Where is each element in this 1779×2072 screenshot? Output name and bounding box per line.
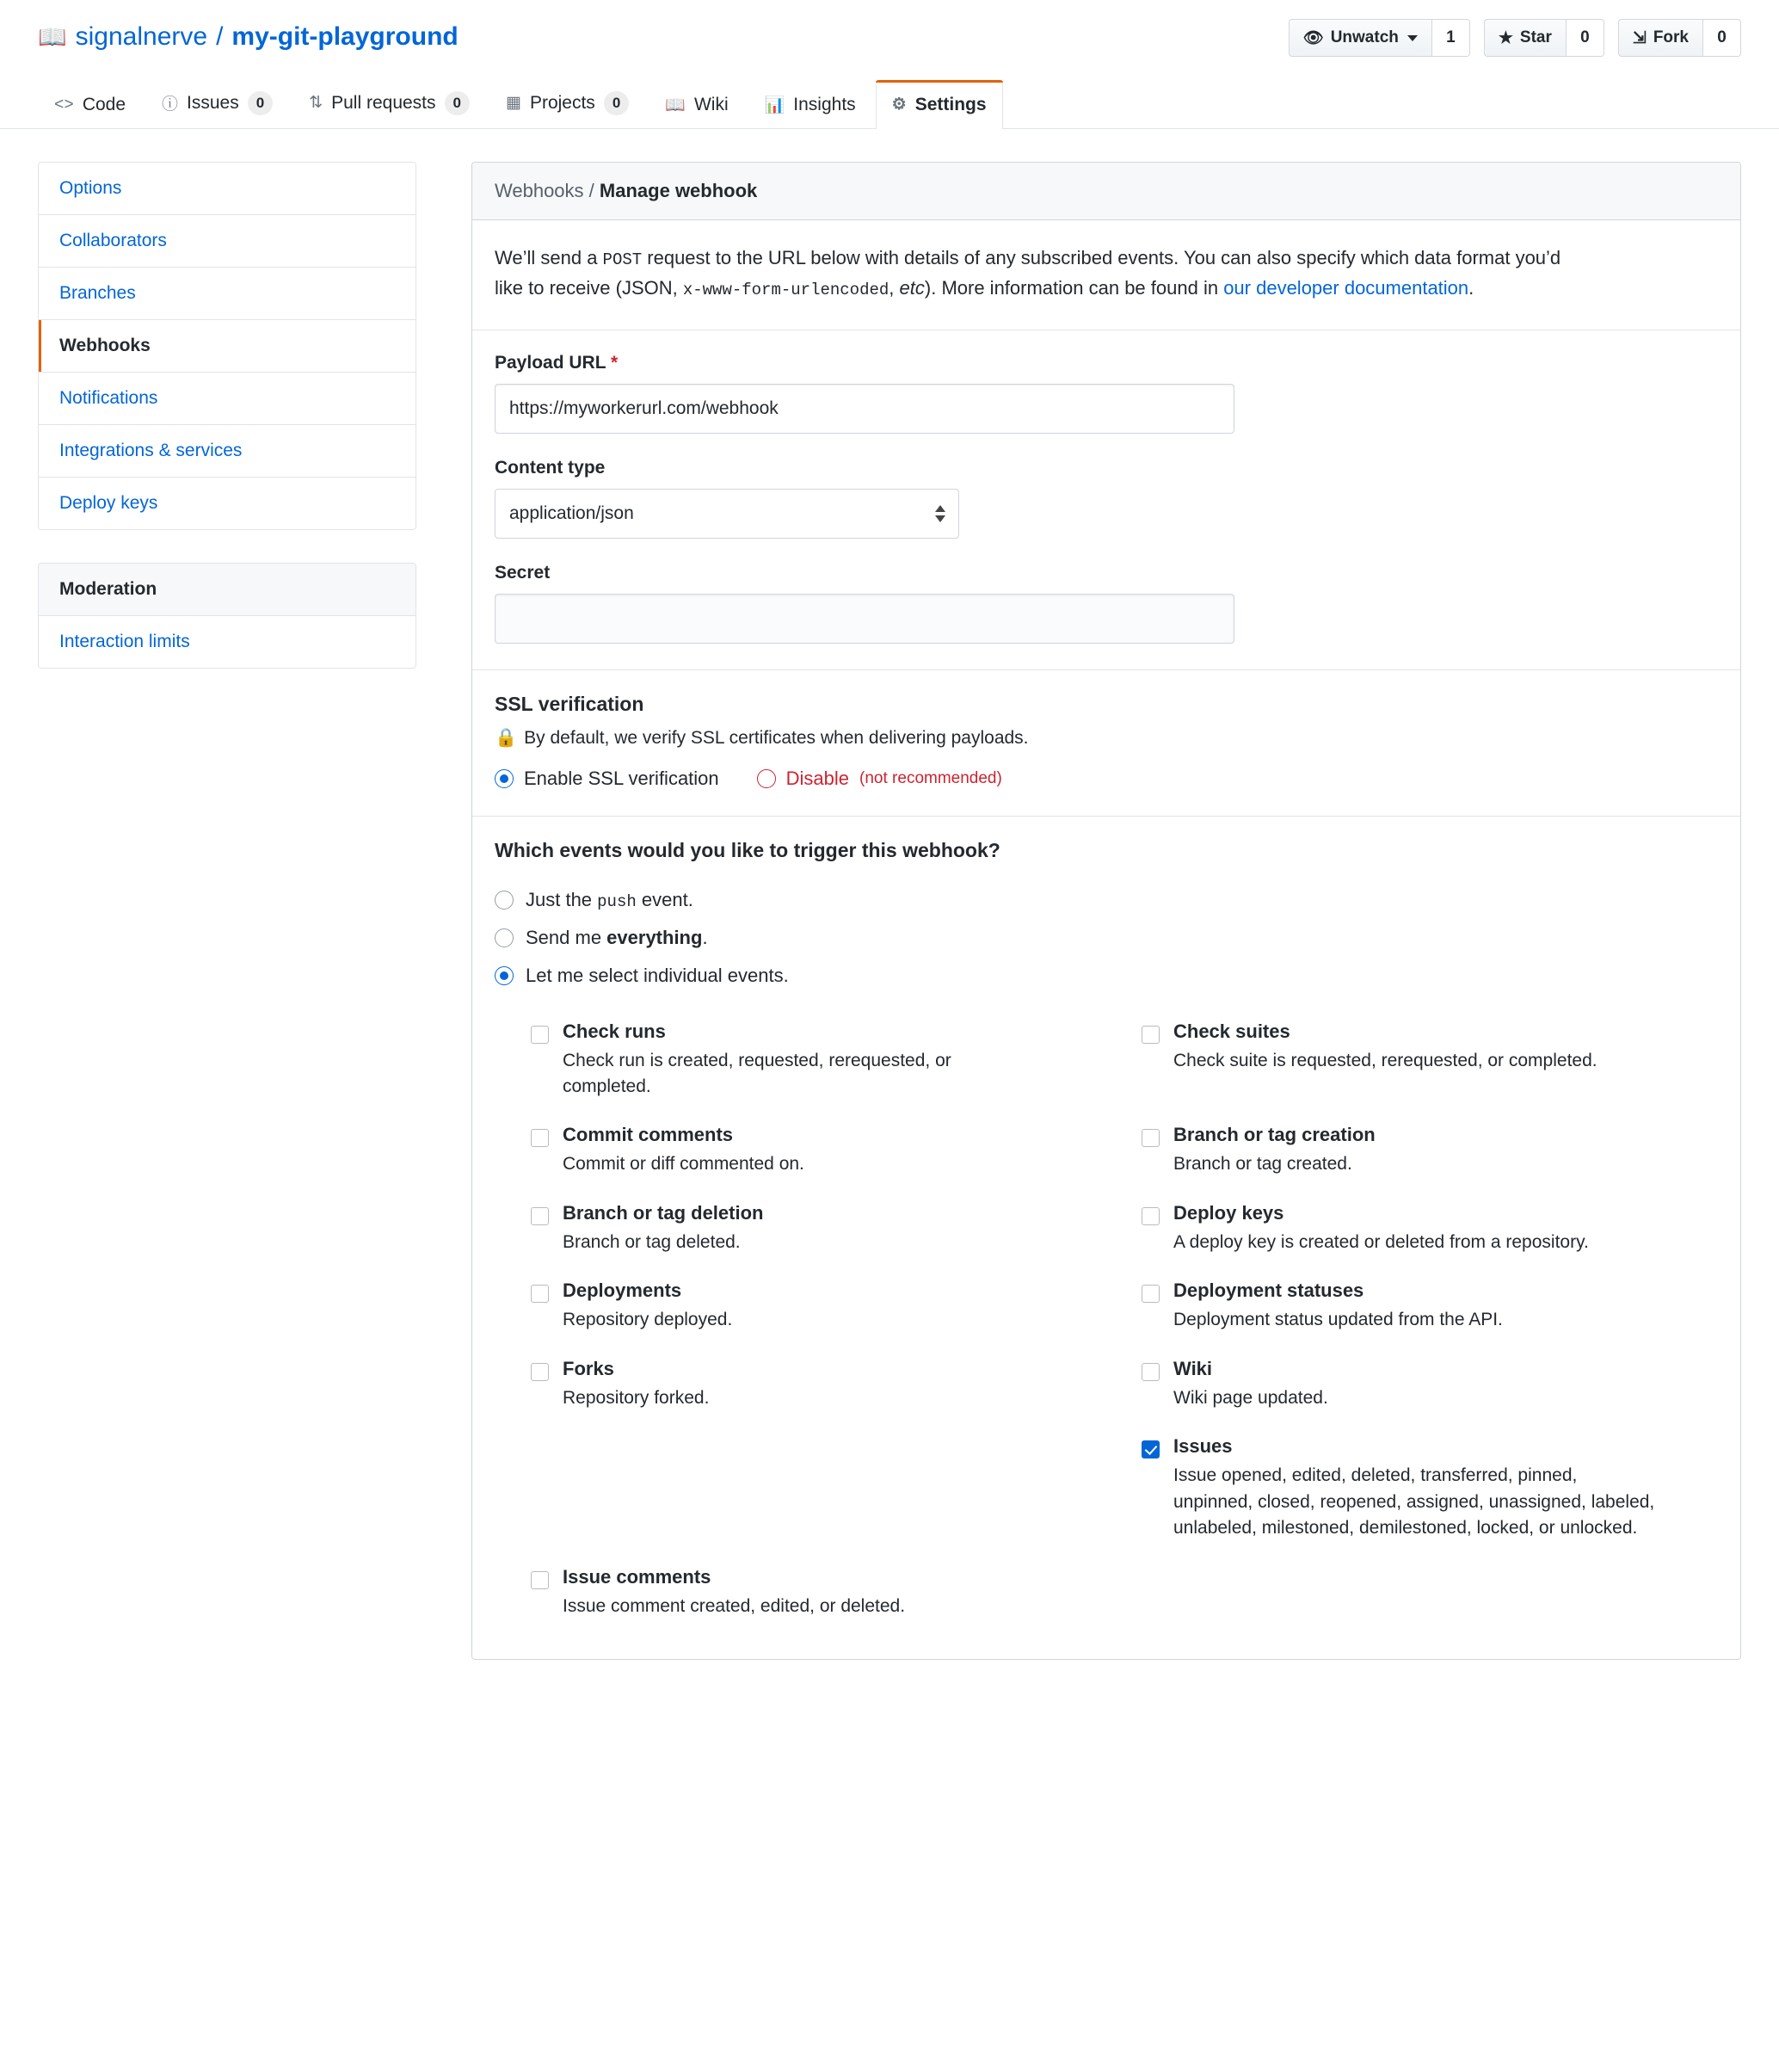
tab-projects-label: Projects bbox=[529, 92, 595, 113]
intro-part-4: ). More information can be found in bbox=[924, 277, 1224, 299]
event-branch-tag-deletion[interactable] bbox=[531, 1192, 1107, 1269]
event-deploy-keys-name: Deploy keys bbox=[1173, 1201, 1284, 1224]
event-deploy-keys-checkbox[interactable] bbox=[1142, 1207, 1160, 1225]
event-issue-comments-name: Issue comments bbox=[563, 1565, 711, 1588]
fork-button-group bbox=[1618, 19, 1741, 57]
tab-insights[interactable] bbox=[748, 80, 872, 129]
sidebar-item-collaborators[interactable]: Collaborators bbox=[39, 215, 416, 268]
breadcrumb-webhooks-link[interactable]: Webhooks bbox=[495, 179, 584, 201]
events-push-label: Just the push event. bbox=[526, 888, 693, 911]
ssl-note bbox=[495, 728, 1718, 749]
individual-events-grid bbox=[495, 1010, 1718, 1633]
events-option-individual[interactable] bbox=[495, 957, 1718, 995]
repo-actions bbox=[1289, 19, 1741, 57]
main-content bbox=[471, 162, 1741, 1660]
event-issue-comments-desc: Issue comment created, edited, or deleted. bbox=[563, 1595, 906, 1616]
tab-pull-requests[interactable] bbox=[292, 77, 486, 129]
breadcrumb-separator: / bbox=[588, 179, 594, 201]
event-check-runs-desc: Check run is created, requested, rerequested, or completed. bbox=[563, 1050, 951, 1097]
repo-nav-tabs bbox=[0, 76, 1779, 129]
tab-pull-requests-label: Pull requests bbox=[331, 92, 436, 113]
issue-opened-icon: ⓘ bbox=[162, 96, 179, 114]
repo-icon: 📖 bbox=[38, 23, 67, 50]
breadcrumb-current: Manage webhook bbox=[599, 179, 758, 201]
event-wiki-desc: Wiki page updated. bbox=[1173, 1387, 1328, 1408]
ssl-section bbox=[472, 670, 1740, 817]
secret-label: Secret bbox=[495, 562, 551, 583]
sidebar-item-integrations-services[interactable]: Integrations & services bbox=[39, 425, 416, 478]
tab-insights-label: Insights bbox=[793, 94, 856, 114]
events-grid-spacer-2 bbox=[1142, 1556, 1718, 1633]
intro-part-5: . bbox=[1468, 277, 1474, 299]
payload-url-field bbox=[495, 353, 1718, 434]
events-option-everything[interactable] bbox=[495, 919, 1718, 957]
git-pull-request-icon: ⇅ bbox=[309, 94, 323, 113]
ssl-disable-option[interactable] bbox=[757, 768, 1002, 790]
event-forks-name: Forks bbox=[563, 1357, 614, 1379]
event-branch-tag-deletion-checkbox[interactable] bbox=[531, 1207, 549, 1225]
events-question: Which events would you like to trigger this webhook? bbox=[495, 838, 1000, 861]
event-wiki-name: Wiki bbox=[1173, 1357, 1213, 1379]
events-everything-radio[interactable] bbox=[495, 928, 514, 947]
content-type-select-wrap bbox=[495, 489, 959, 539]
unwatch-button[interactable] bbox=[1289, 19, 1432, 57]
ssl-disable-label: Disable bbox=[785, 767, 850, 789]
event-issue-comments-checkbox[interactable] bbox=[531, 1571, 549, 1589]
tab-wiki[interactable] bbox=[649, 80, 744, 129]
sidebar-item-branches[interactable]: Branches bbox=[39, 268, 416, 320]
moderation-menu bbox=[38, 563, 416, 669]
intro-part-3: , bbox=[889, 277, 900, 299]
content-type-label: Content type bbox=[495, 457, 606, 478]
sidebar-item-notifications[interactable]: Notifications bbox=[39, 373, 416, 425]
watch-button-group bbox=[1289, 19, 1470, 57]
tab-wiki-label: Wiki bbox=[693, 94, 729, 114]
code-icon: <> bbox=[54, 95, 74, 114]
unwatch-label: Unwatch bbox=[1330, 28, 1399, 46]
star-icon: ★ bbox=[1498, 28, 1513, 47]
event-branch-tag-creation-checkbox[interactable] bbox=[1142, 1129, 1160, 1147]
payload-url-input[interactable] bbox=[495, 384, 1234, 434]
event-issues[interactable] bbox=[1142, 1425, 1718, 1555]
secret-input[interactable] bbox=[495, 594, 1234, 644]
events-individual-label: Let me select individual events. bbox=[526, 964, 789, 986]
event-check-suites-desc: Check suite is requested, rerequested, or completed. bbox=[1173, 1050, 1597, 1070]
tab-code-label: Code bbox=[82, 94, 126, 114]
event-deployment-statuses-desc: Deployment status updated from the API. bbox=[1173, 1310, 1503, 1330]
tab-issues-label: Issues bbox=[187, 92, 239, 113]
event-commit-comments-checkbox[interactable] bbox=[531, 1129, 549, 1147]
watch-count[interactable]: 1 bbox=[1432, 19, 1470, 57]
webhook-fields-section bbox=[472, 330, 1740, 670]
intro-section bbox=[472, 220, 1740, 330]
gear-icon: ⚙ bbox=[891, 96, 907, 114]
graph-icon: 📊 bbox=[764, 96, 785, 114]
payload-url-label bbox=[495, 353, 1718, 373]
ssl-disable-radio[interactable] bbox=[757, 769, 776, 788]
star-button-group bbox=[1484, 19, 1604, 57]
events-individual-radio[interactable] bbox=[495, 966, 514, 985]
fork-label: Fork bbox=[1653, 28, 1689, 46]
push-code: push bbox=[597, 891, 637, 911]
star-button[interactable] bbox=[1484, 19, 1567, 57]
event-deployments-checkbox[interactable] bbox=[531, 1285, 549, 1303]
repo-separator: / bbox=[216, 22, 224, 51]
events-option-push[interactable] bbox=[495, 881, 1718, 919]
ssl-enable-radio[interactable] bbox=[495, 769, 514, 788]
event-deployment-statuses-checkbox[interactable] bbox=[1142, 1285, 1160, 1303]
intro-em-etc: etc bbox=[899, 277, 925, 299]
intro-code-urlencoded: x-www-form-urlencoded bbox=[682, 281, 890, 300]
event-check-runs-name: Check runs bbox=[563, 1020, 666, 1042]
chevron-down-icon bbox=[1407, 35, 1418, 41]
event-deployment-statuses[interactable] bbox=[1142, 1269, 1718, 1347]
tab-issues[interactable] bbox=[145, 77, 289, 129]
event-branch-tag-creation[interactable] bbox=[1142, 1113, 1718, 1191]
star-count[interactable]: 0 bbox=[1567, 19, 1604, 57]
intro-part-2: request to the URL below with details of any subscribed events. You can also specify which data format you’d like to receive (JSON, bbox=[495, 246, 1561, 299]
sidebar-item-options[interactable]: Options bbox=[39, 163, 416, 215]
repo-name-link[interactable]: my-git-playground bbox=[231, 22, 459, 51]
event-deploy-keys-desc: A deploy key is created or deleted from a repository. bbox=[1173, 1231, 1589, 1252]
events-section bbox=[472, 817, 1740, 1659]
fork-count[interactable]: 0 bbox=[1703, 19, 1741, 57]
tab-projects[interactable] bbox=[489, 77, 645, 129]
repo-owner-link[interactable]: signalnerve bbox=[75, 22, 208, 51]
tab-pull-requests-count: 0 bbox=[445, 91, 470, 115]
sidebar-item-interaction-limits[interactable]: Interaction limits bbox=[39, 616, 416, 668]
ssl-enable-option[interactable] bbox=[495, 768, 719, 790]
event-forks-checkbox[interactable] bbox=[531, 1363, 549, 1381]
fork-icon: ⇲ bbox=[1632, 28, 1647, 47]
event-commit-comments-desc: Commit or diff commented on. bbox=[563, 1154, 804, 1175]
breadcrumb bbox=[472, 163, 1740, 220]
event-wiki-checkbox[interactable] bbox=[1142, 1363, 1160, 1381]
tab-settings-label: Settings bbox=[914, 94, 987, 114]
payload-url-label-text: Payload URL bbox=[495, 352, 606, 373]
event-deployments[interactable] bbox=[531, 1269, 1107, 1347]
payload-url-required-marker: * bbox=[611, 352, 619, 373]
repo-header bbox=[0, 0, 1779, 52]
tab-projects-count: 0 bbox=[604, 91, 629, 115]
lock-icon: 🔒 bbox=[495, 727, 518, 748]
ssl-note-text: By default, we verify SSL certificates when delivering payloads. bbox=[524, 727, 1029, 748]
ssl-disable-note: (not recommended) bbox=[859, 768, 1002, 787]
event-commit-comments-name: Commit comments bbox=[563, 1124, 734, 1146]
page-body bbox=[0, 129, 1779, 1660]
project-icon: ▦ bbox=[506, 94, 521, 113]
tab-settings[interactable] bbox=[876, 80, 1003, 129]
ssl-title: SSL verification bbox=[495, 692, 644, 715]
events-radio-list bbox=[495, 881, 1718, 995]
tab-issues-count: 0 bbox=[248, 91, 273, 115]
event-branch-tag-deletion-desc: Branch or tag deleted. bbox=[563, 1231, 741, 1252]
event-branch-tag-creation-name: Branch or tag creation bbox=[1173, 1124, 1376, 1146]
intro-part-1: We’ll send a bbox=[495, 246, 603, 268]
event-issue-comments[interactable] bbox=[531, 1556, 1107, 1633]
secret-field bbox=[495, 563, 1718, 644]
ssl-enable-label: Enable SSL verification bbox=[524, 767, 719, 789]
ssl-radio-row bbox=[495, 768, 1718, 790]
moderation-heading: Moderation bbox=[39, 564, 416, 616]
intro-text bbox=[495, 243, 1561, 304]
tab-code[interactable] bbox=[38, 80, 142, 129]
event-forks[interactable] bbox=[531, 1347, 1107, 1425]
event-check-suites-name: Check suites bbox=[1173, 1020, 1290, 1042]
events-everything-label: Send me everything. bbox=[526, 926, 708, 948]
event-wiki[interactable] bbox=[1142, 1347, 1718, 1425]
event-check-runs[interactable] bbox=[531, 1010, 1107, 1114]
book-icon: 📖 bbox=[665, 96, 686, 114]
event-check-suites-checkbox[interactable] bbox=[1142, 1026, 1160, 1044]
event-branch-tag-deletion-name: Branch or tag deletion bbox=[563, 1201, 764, 1224]
intro-code-post: POST bbox=[602, 250, 643, 269]
event-forks-desc: Repository forked. bbox=[563, 1387, 710, 1408]
content-type-select[interactable] bbox=[495, 489, 959, 539]
event-deployments-desc: Repository deployed. bbox=[563, 1310, 733, 1330]
event-branch-tag-creation-desc: Branch or tag created. bbox=[1173, 1154, 1352, 1175]
event-check-suites[interactable] bbox=[1142, 1010, 1718, 1114]
events-push-radio[interactable] bbox=[495, 891, 514, 910]
settings-sidebar bbox=[38, 162, 416, 669]
event-commit-comments[interactable] bbox=[531, 1113, 1107, 1191]
developer-documentation-link[interactable]: our developer documentation bbox=[1223, 277, 1469, 299]
event-issues-name: Issues bbox=[1173, 1435, 1233, 1458]
event-issues-desc: Issue opened, edited, deleted, transferred, pinned, unpinned, closed, reopened, assigned, unassigned, labeled, unlabeled, milestoned, demilestoned, locked, or unlocked. bbox=[1173, 1465, 1655, 1539]
webhook-card bbox=[471, 162, 1741, 1660]
sidebar-item-deploy-keys[interactable]: Deploy keys bbox=[39, 478, 416, 529]
event-deployment-statuses-name: Deployment statuses bbox=[1173, 1280, 1364, 1302]
fork-button[interactable] bbox=[1618, 19, 1703, 57]
events-grid-spacer bbox=[531, 1425, 1107, 1555]
star-label: Star bbox=[1519, 28, 1552, 46]
event-deployments-name: Deployments bbox=[563, 1280, 682, 1302]
sidebar-item-webhooks[interactable]: Webhooks bbox=[39, 320, 416, 373]
settings-menu bbox=[38, 162, 416, 530]
event-check-runs-checkbox[interactable] bbox=[531, 1026, 549, 1044]
event-issues-checkbox[interactable] bbox=[1142, 1440, 1160, 1458]
eye-icon: 👁 bbox=[1302, 29, 1324, 47]
event-deploy-keys[interactable] bbox=[1142, 1192, 1718, 1269]
content-type-field bbox=[495, 458, 1718, 539]
